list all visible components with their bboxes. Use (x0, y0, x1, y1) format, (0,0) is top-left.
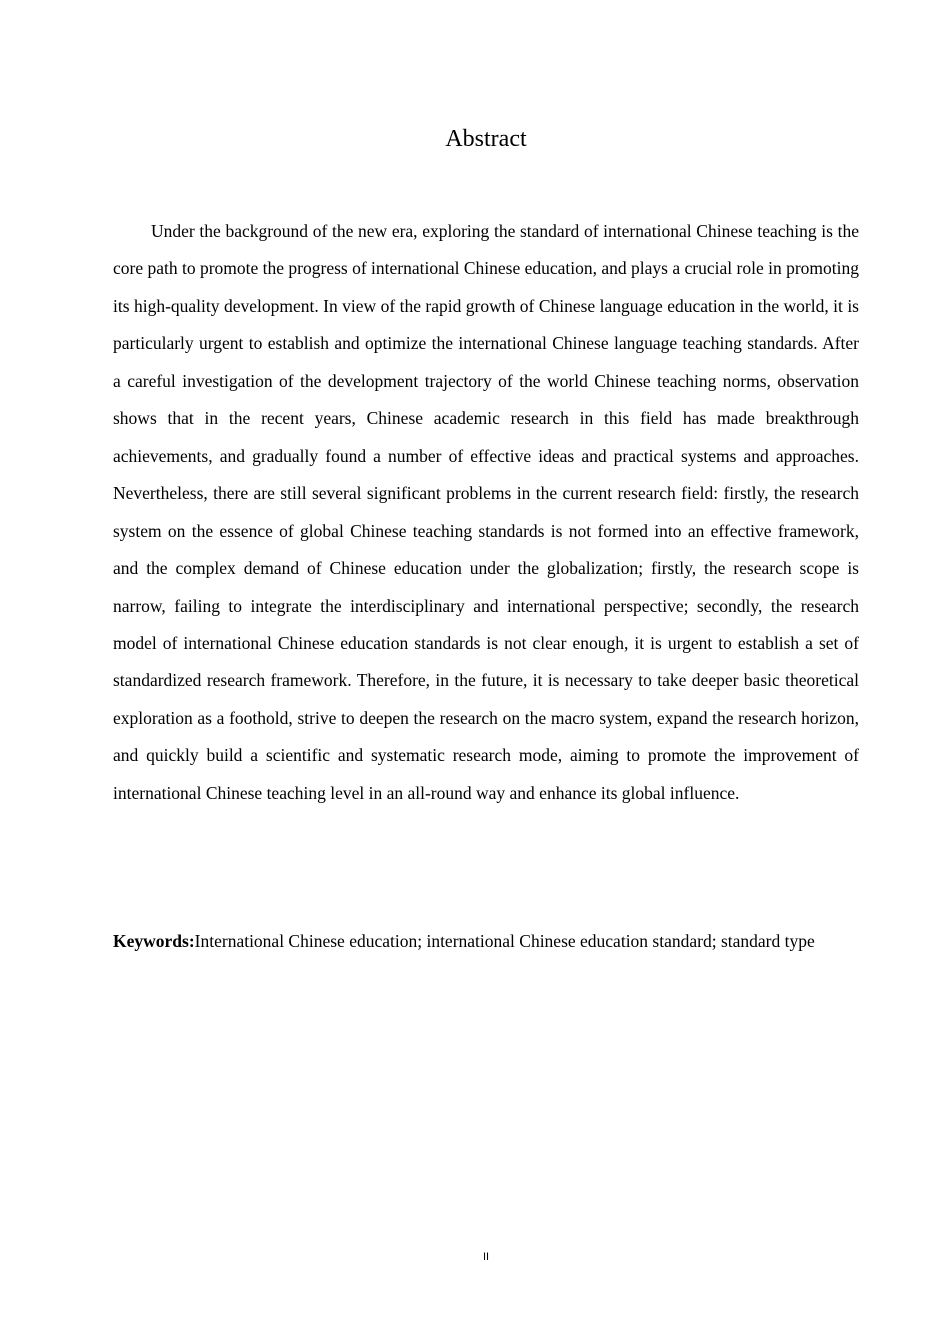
keywords-label: Keywords: (113, 931, 195, 951)
keywords-text: International Chinese education; international Chinese education standard; standard type (194, 931, 815, 951)
page-number: II (482, 1251, 490, 1263)
keywords-paragraph (113, 923, 859, 960)
abstract-body-paragraph: Under the background of the new era, exploring the standard of international Chinese teaching is the core path to promote the progress of international Chinese education, and plays a crucial role in promoting its high-quality development. In view of the rapid growth of Chinese language education in the world, it is particularly urgent to establish and optimize the international Chinese language teaching standards. After a careful investigation of the development trajectory of the world Chinese teaching norms, observation shows that in the recent years, Chinese academic research in this field has made breakthrough achievements, and gradually found a number of effective ideas and practical systems and approaches. Nevertheless, there are still several significant problems in the current research field: firstly, the research system on the essence of global Chinese teaching standards is not formed into an effective framework, and the complex demand of Chinese education under the globalization; firstly, the research scope is narrow, failing to integrate the interdisciplinary and international perspective; secondly, the research model of international Chinese education standards is not clear enough, it is urgent to establish a set of standardized research framework. Therefore, in the future, it is necessary to take deeper basic theoretical exploration as a foothold, strive to deepen the research on the macro system, expand the research horizon, and quickly build a scientific and systematic research mode, aiming to promote the improvement of international Chinese teaching level in an all-round way and enhance its global influence. (113, 221, 859, 803)
abstract-title: Abstract (445, 126, 527, 152)
